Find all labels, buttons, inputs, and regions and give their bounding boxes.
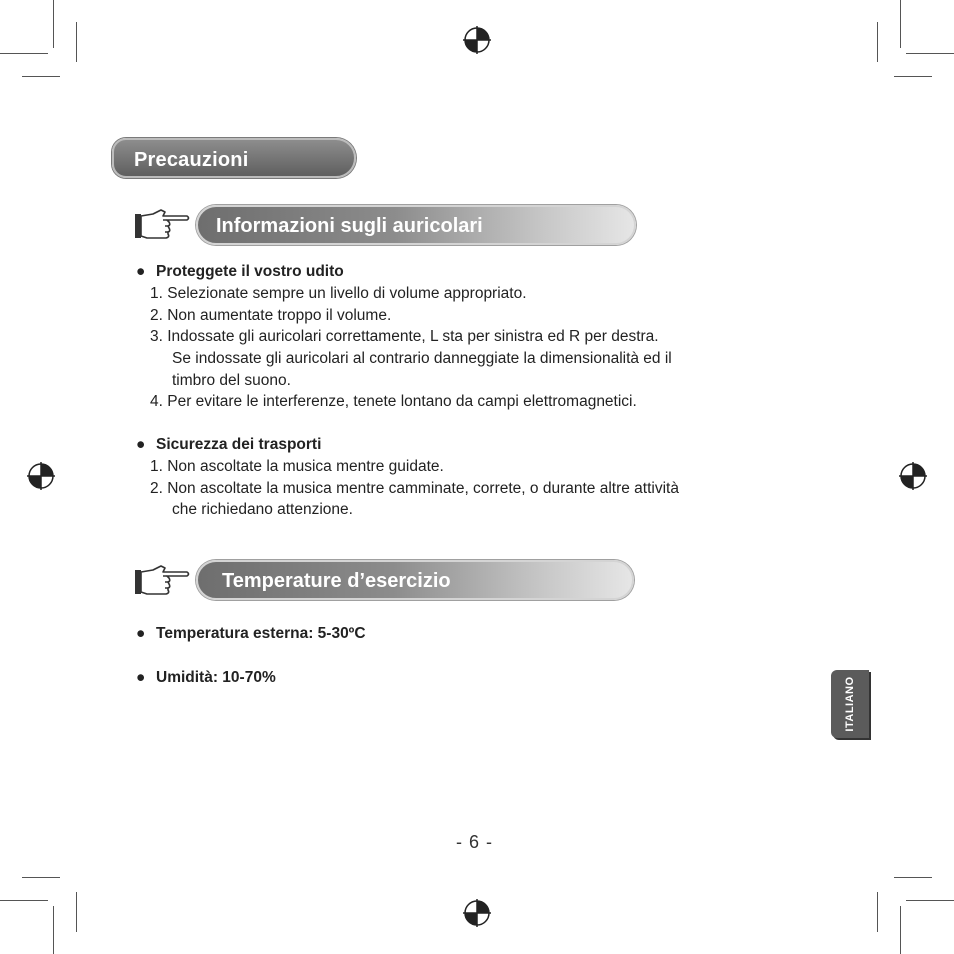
registration-mark-icon [899, 462, 927, 490]
list-item: 1. Non ascoltate la musica mentre guidate. [150, 458, 444, 475]
crop-mark [906, 53, 954, 54]
crop-mark [906, 900, 954, 901]
bullet-icon: ● [136, 263, 146, 280]
registration-mark-icon [463, 26, 491, 54]
registration-mark-icon [27, 462, 55, 490]
registration-mark-icon [463, 899, 491, 927]
crop-mark [22, 877, 60, 878]
bullet-icon: ● [136, 669, 146, 686]
list-heading: ● Sicurezza dei trasporti [136, 436, 322, 453]
section-title: Temperature d’esercizio [222, 570, 451, 592]
crop-mark [900, 906, 901, 954]
list-heading: ● Temperatura esterna: 5-30ºC [136, 625, 366, 642]
list-heading: ● Umidità: 10-70% [136, 669, 276, 686]
pointing-hand-icon [133, 208, 191, 244]
section-title: Informazioni sugli auricolari [216, 215, 483, 237]
pointing-hand-icon [133, 564, 191, 600]
list-heading: ● Proteggete il vostro udito [136, 263, 344, 280]
list-item: 3. Indossate gli auricolari correttamente, L sta per sinistra ed R per destra. [150, 328, 659, 345]
list-item: 4. Per evitare le interferenze, tenete lontano da campi elettromagnetici. [150, 393, 637, 410]
language-tab [831, 670, 869, 738]
crop-mark [76, 892, 77, 932]
list-item: 2. Non ascoltate la musica mentre camminate, correte, o durante altre attività [150, 480, 679, 497]
crop-mark [877, 892, 878, 932]
crop-mark [0, 53, 48, 54]
language-label: ITALIANO [844, 676, 856, 732]
page-number: - 6 - [456, 832, 494, 852]
list-item-continuation: che richiedano attenzione. [172, 501, 353, 518]
section-header [196, 205, 636, 245]
list-item-continuation: timbro del suono. [172, 372, 291, 389]
bullet-icon: ● [136, 625, 146, 642]
crop-mark [53, 0, 54, 48]
crop-mark [22, 76, 60, 77]
crop-mark [894, 877, 932, 878]
crop-mark [53, 906, 54, 954]
crop-mark [900, 0, 901, 48]
page-title: Precauzioni [134, 149, 249, 171]
crop-mark [877, 22, 878, 62]
section-header [196, 560, 634, 600]
list-item: 2. Non aumentate troppo il volume. [150, 307, 392, 324]
page-header [112, 138, 356, 178]
list-item: 1. Selezionate sempre un livello di volume appropriato. [150, 285, 527, 302]
bullet-icon: ● [136, 436, 146, 453]
crop-mark [0, 900, 48, 901]
crop-mark [894, 76, 932, 77]
list-item-continuation: Se indossate gli auricolari al contrario danneggiate la dimensionalità ed il [172, 350, 672, 367]
crop-mark [76, 22, 77, 62]
